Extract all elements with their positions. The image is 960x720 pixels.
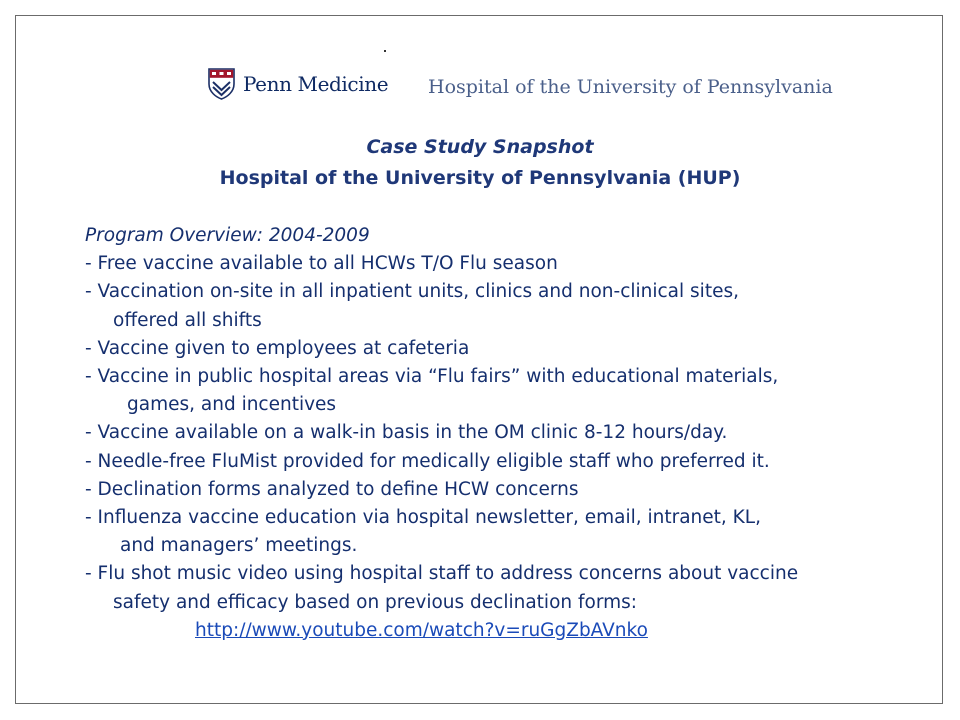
overview-heading: Program Overview: 2004-2009 — [85, 225, 370, 246]
bullet-declination-forms: - Declination forms analyzed to define HCW concerns — [85, 478, 579, 500]
decorative-dot — [384, 50, 386, 52]
bullet-education: - Influenza vaccine education via hospital newsletter, email, intranet, KL, — [85, 507, 761, 529]
bullet-music-video: - Flu shot music video using hospital staff to address concerns about vaccine — [85, 563, 799, 585]
bullet-onsite-vaccination: - Vaccination on-site in all inpatient units, clinics and non-clinical sites, — [85, 281, 739, 303]
bullet-free-vaccine: - Free vaccine available to all HCWs T/O Flu season — [85, 253, 558, 275]
hospital-name-banner: Hospital of the University of Pennsylvania — [428, 76, 833, 98]
bullet-flu-fairs: - Vaccine in public hospital areas via “Flu fairs” with educational materials, — [85, 366, 779, 388]
program-overview-body — [85, 222, 925, 645]
youtube-video-link[interactable]: http://www.youtube.com/watch?v=ruGgZbAVnko — [195, 619, 648, 641]
bullet-music-video-cont: safety and efficacy based on previous declination forms: — [113, 591, 637, 613]
bullet-walk-in: - Vaccine available on a walk-in basis in the OM clinic 8-12 hours/day. — [85, 422, 728, 444]
penn-shield-icon — [208, 68, 235, 100]
video-link-line — [85, 617, 925, 645]
penn-medicine-logo — [208, 68, 388, 100]
bullet-flumist: - Needle-free FluMist provided for medically eligible staff who preferred it. — [85, 450, 770, 472]
case-study-title: Case Study Snapshot — [366, 136, 594, 158]
bullet-onsite-vaccination-cont: offered all shifts — [113, 309, 262, 331]
bullet-education-cont: and managers’ meetings. — [120, 535, 358, 557]
bullet-cafeteria: - Vaccine given to employees at cafeteria — [85, 337, 470, 359]
bullet-flu-fairs-cont: games, and incentives — [127, 394, 337, 416]
brand-name: Penn Medicine — [243, 72, 389, 96]
hospital-title: Hospital of the University of Pennsylvania (HUP) — [219, 167, 741, 189]
